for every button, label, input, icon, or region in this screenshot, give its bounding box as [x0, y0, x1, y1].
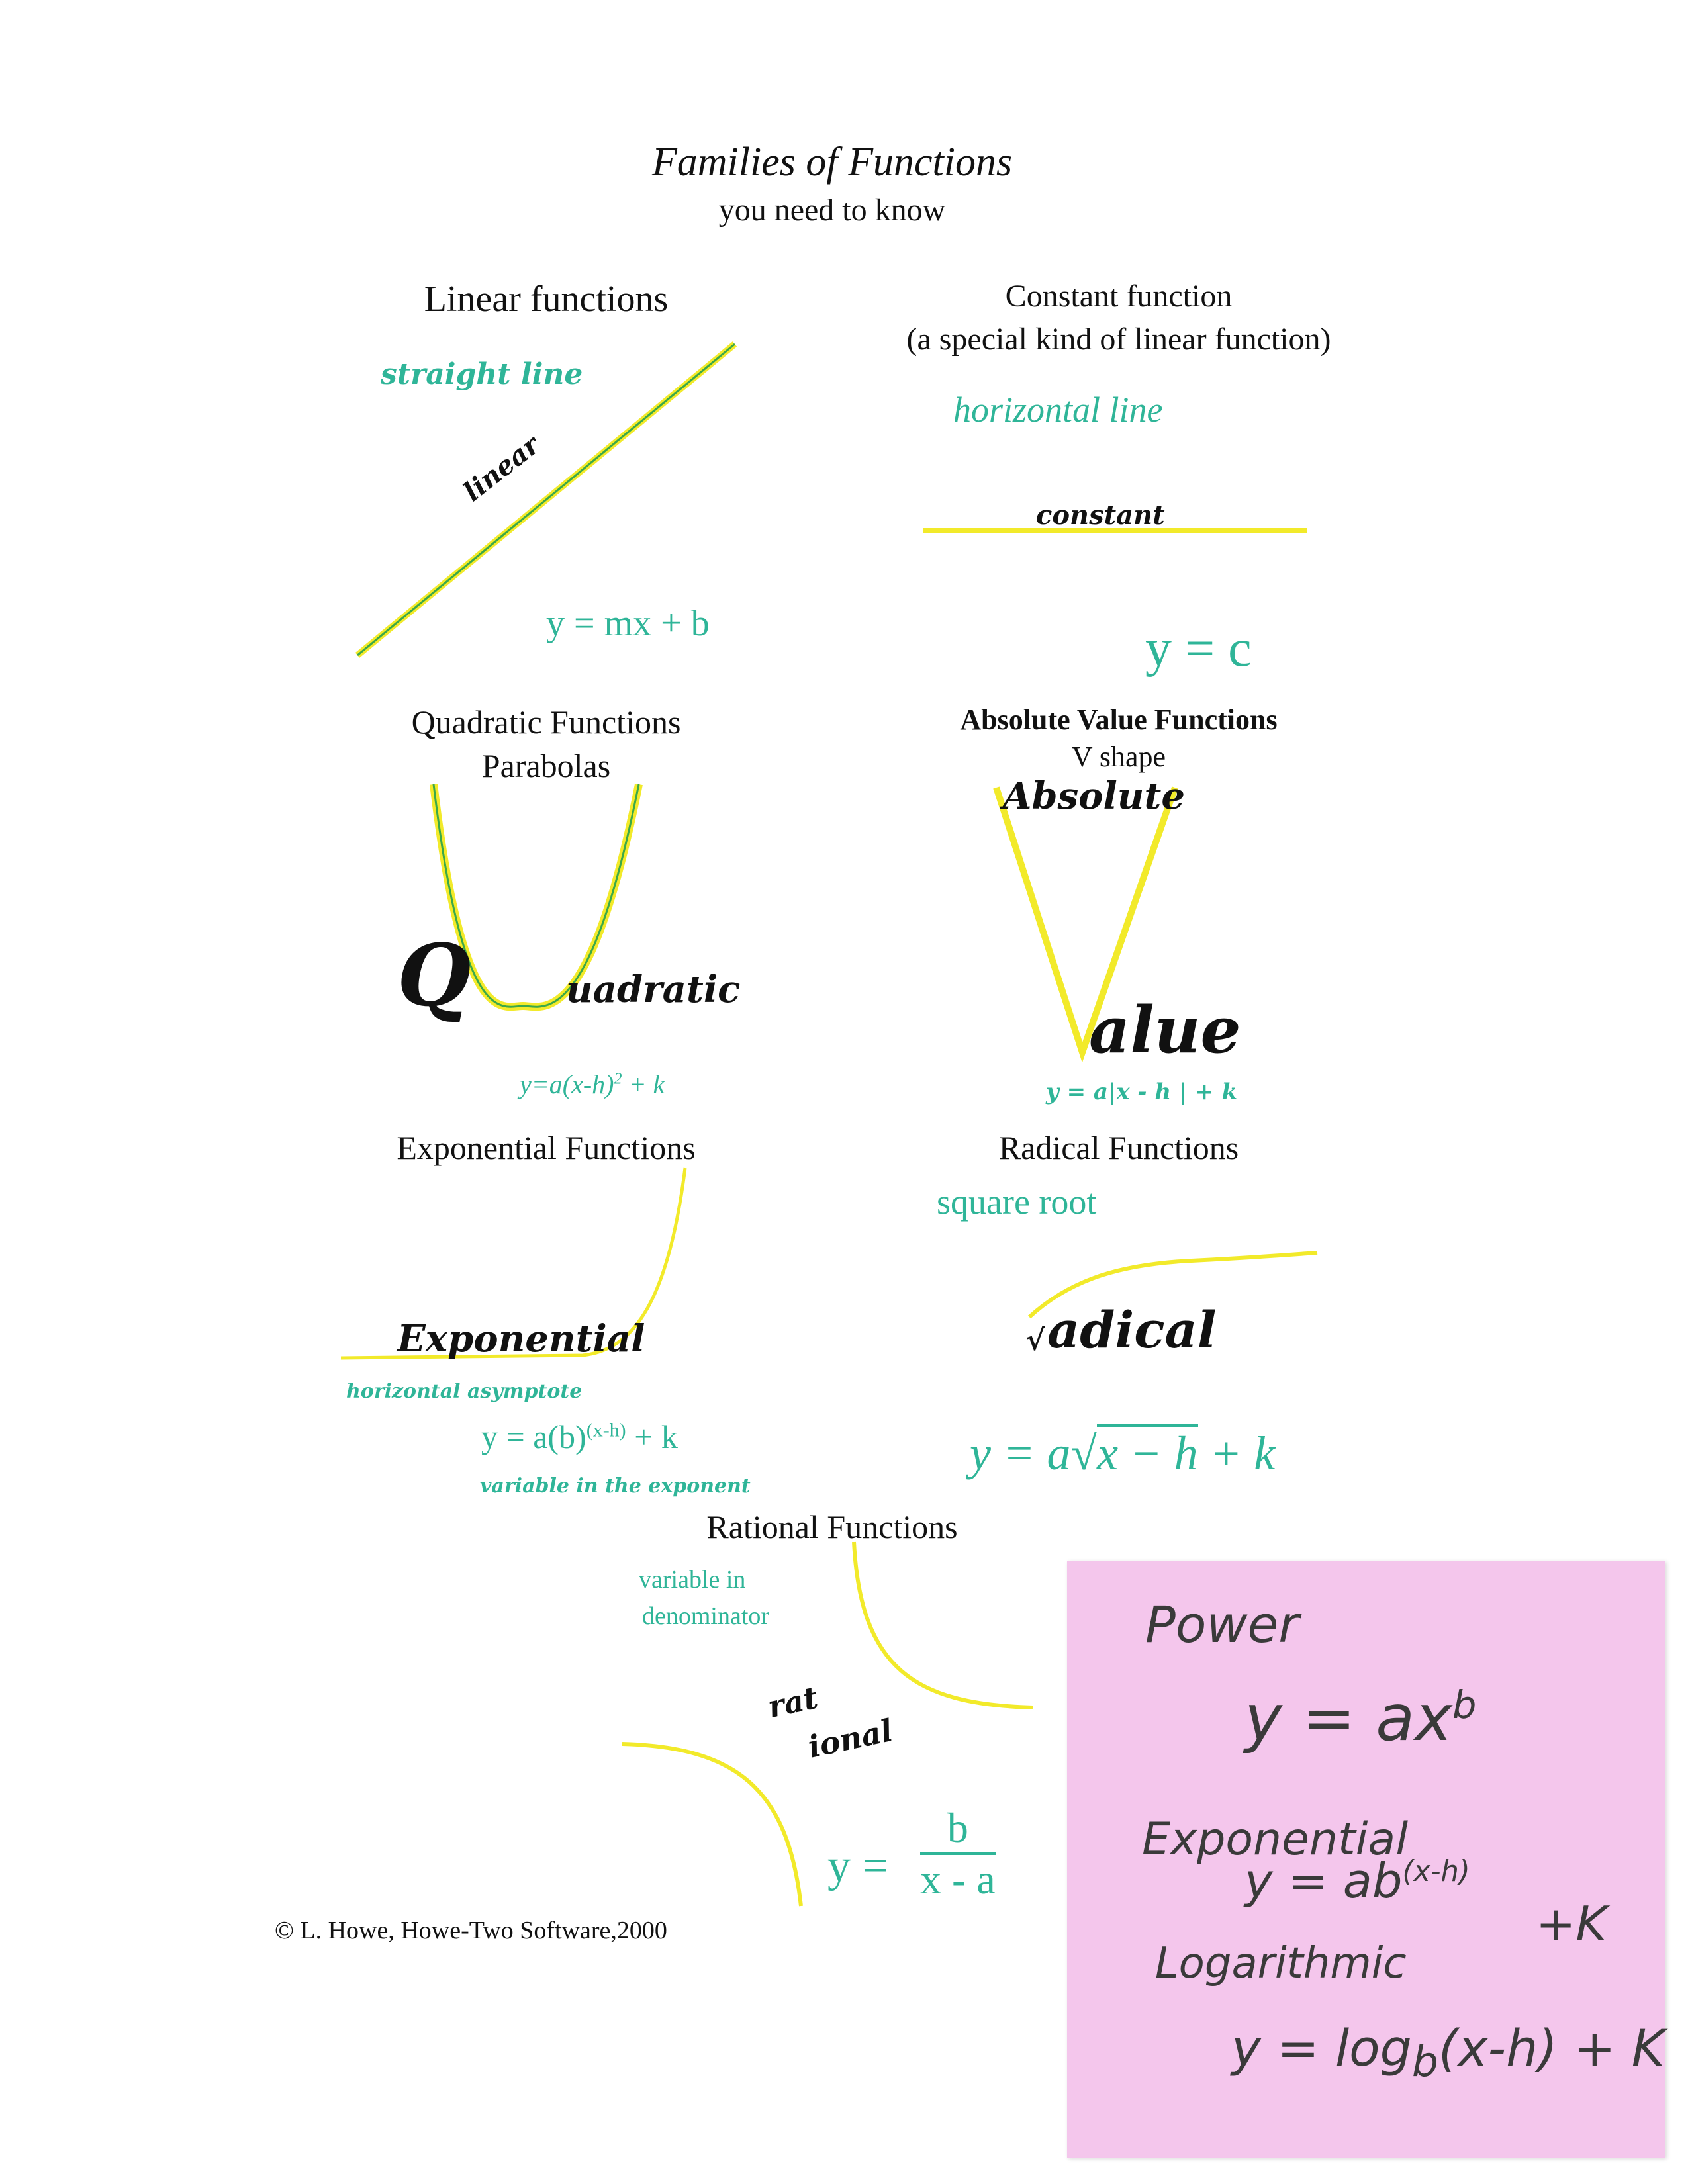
- rational-label-top: rat: [765, 1679, 821, 1725]
- sticky-exponential-tail: +K: [1536, 1896, 1607, 1952]
- linear-heading: Linear functions: [424, 279, 669, 320]
- copyright-text: © L. Howe, Howe-Two Software,2000: [275, 1917, 667, 1944]
- linear-curve-label: linear: [457, 429, 545, 508]
- absolute-curve-label-bottom: alue: [1089, 993, 1241, 1068]
- rational-denominator: x - a: [920, 1856, 996, 1903]
- exponential-curve-label: Exponential: [397, 1317, 645, 1361]
- quadratic-big-letter: Q: [397, 927, 471, 1026]
- exponential-variable-note: variable in the exponent: [480, 1475, 751, 1498]
- absolute-curve-label-top: Absolute: [1003, 774, 1185, 818]
- absolute-heading-line1: Absolute Value Functions: [960, 704, 1278, 736]
- rational-heading: Rational Functions: [706, 1508, 958, 1545]
- constant-heading-line2: (a special kind of linear function): [906, 322, 1331, 357]
- exponential-asymptote-note: horizontal asymptote: [346, 1380, 583, 1403]
- page-subtitle: you need to know: [718, 193, 946, 228]
- exponential-equation: $y = a(b)^{(x-h)} + k$: [481, 1418, 678, 1455]
- rational-note-line2: denominator: [642, 1602, 770, 1630]
- absolute-equation: y = a|x - h | + k: [1046, 1079, 1238, 1105]
- rational-note-line1: variable in: [639, 1566, 746, 1594]
- rational-numerator: b: [920, 1803, 996, 1855]
- quadratic-heading-line1: Quadratic Functions: [411, 704, 681, 741]
- constant-heading-line1: Constant function: [1005, 279, 1233, 314]
- radical-curve-label: adical: [1047, 1300, 1217, 1359]
- sticky-power-title: Power: [1145, 1595, 1299, 1654]
- sticky-exponential-equation: $y = ab^{(x-h)}$: [1244, 1853, 1470, 1909]
- absolute-heading-line2: V shape: [1071, 741, 1166, 773]
- rational-label-bottom: ional: [804, 1712, 896, 1765]
- sticky-power-equation: $y = ax^b$: [1244, 1681, 1477, 1755]
- quadratic-heading-line2: Parabolas: [481, 747, 611, 784]
- constant-curve-label: constant: [1036, 500, 1165, 531]
- rational-equation-fraction: [920, 1803, 996, 1904]
- rational-graph-upper-branch: [854, 1542, 1033, 1707]
- constant-note: horizontal line: [953, 390, 1163, 430]
- sticky-logarithmic-title: Logarithmic: [1155, 1939, 1407, 1988]
- radical-equation: y = a√x − h + k: [970, 1426, 1275, 1481]
- sticky-exponential-title: Exponential: [1142, 1813, 1409, 1866]
- exponential-heading: Exponential Functions: [397, 1129, 696, 1166]
- quadratic-curve-label: uadratic: [566, 968, 741, 1011]
- radical-root-glyph: √: [1026, 1324, 1045, 1357]
- constant-equation: y = c: [1145, 619, 1252, 678]
- linear-equation: y = mx + b: [546, 603, 710, 644]
- page-title: Families of Functions: [651, 140, 1013, 185]
- rational-graph-lower-branch: [622, 1744, 801, 1906]
- linear-note: straight line: [381, 357, 583, 391]
- sticky-logarithmic-equation: $y = \log_b(x-h) + K$: [1231, 2019, 1665, 2087]
- radical-note: square root: [937, 1182, 1097, 1222]
- radical-heading: Radical Functions: [998, 1129, 1239, 1166]
- rational-equation-left: y =: [827, 1841, 888, 1891]
- quadratic-equation: $y=a(x-h)^2 + k$: [520, 1069, 665, 1099]
